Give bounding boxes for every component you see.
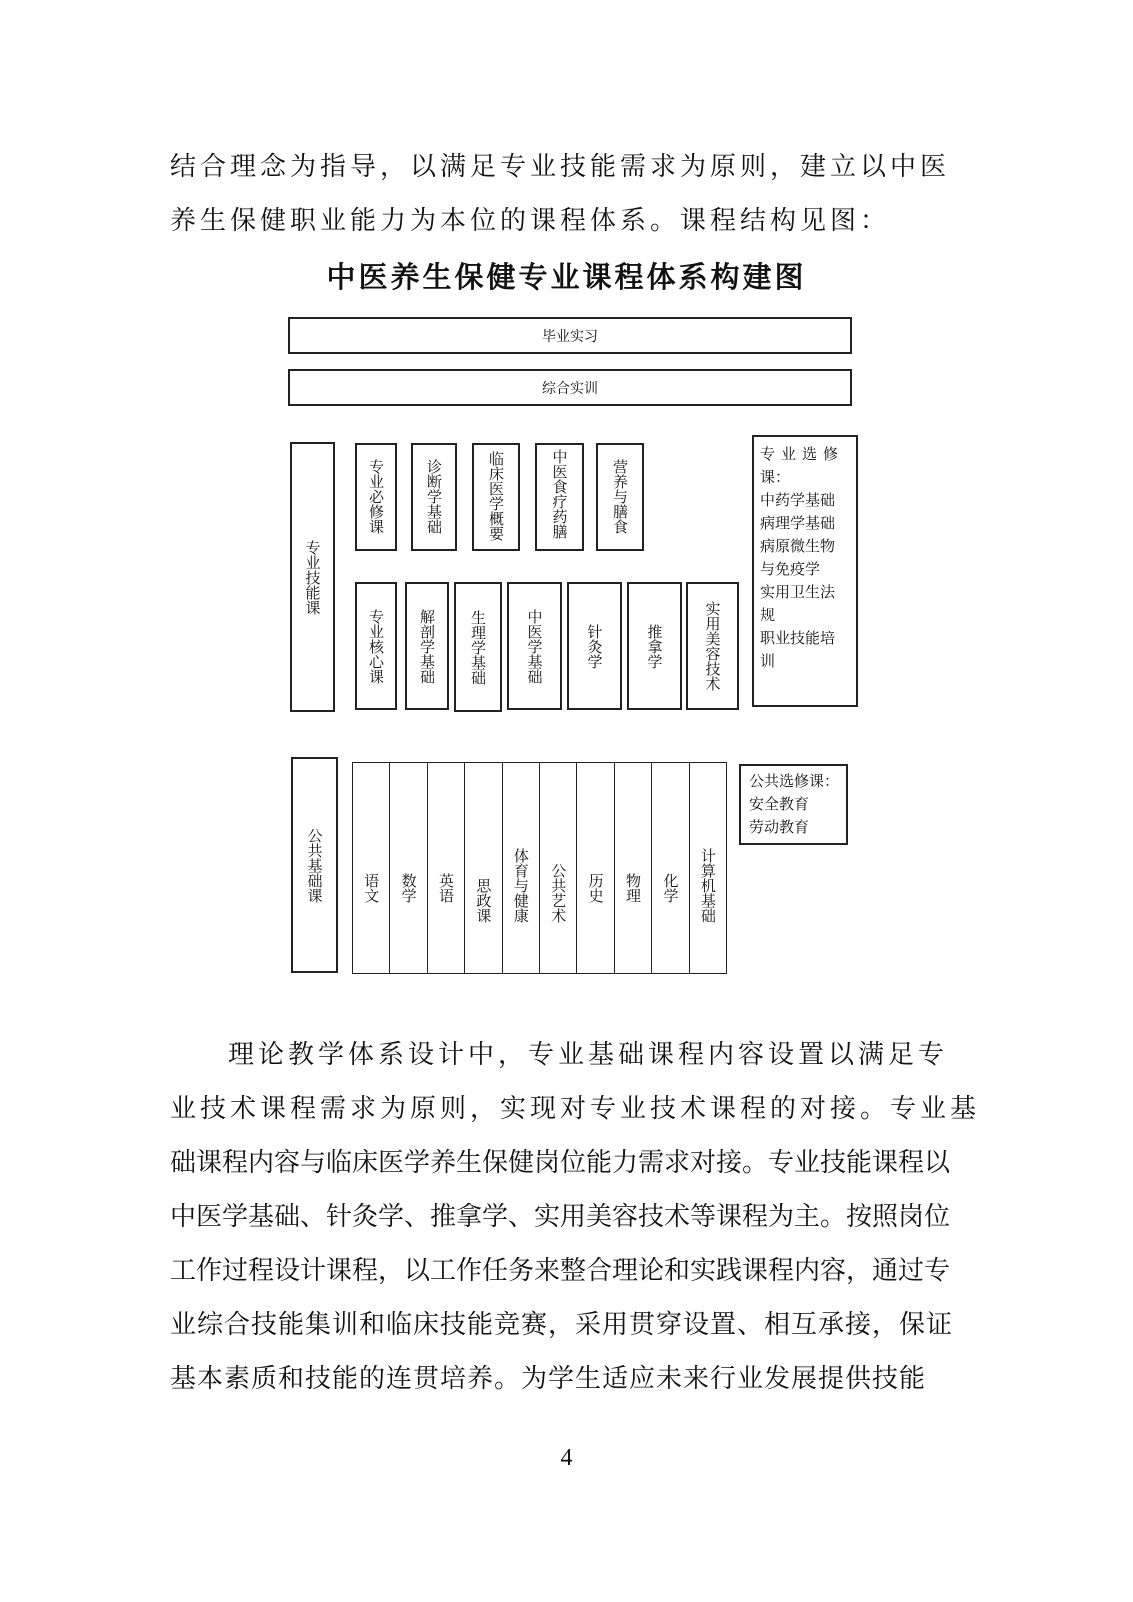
- required-course-box: [411, 443, 457, 551]
- body-paragraph: [170, 1028, 981, 1406]
- core-course-box: [454, 582, 502, 712]
- major-elective-line: 训: [760, 652, 776, 670]
- core-course-box: [627, 582, 682, 710]
- public-elective-line: 劳动教育: [749, 818, 810, 836]
- intro-line: 养生保健职业能力为本位的课程体系。课程结构见图：: [170, 206, 891, 236]
- major-elective-line: 规: [760, 606, 776, 624]
- core-course-label: 生理学基础: [469, 609, 487, 685]
- required-course-box: [596, 443, 644, 551]
- public-course-label: 化学: [661, 873, 680, 903]
- public-course-column: [577, 763, 614, 973]
- core-course-label: 中医学基础: [525, 608, 544, 684]
- public-course-label: 语文: [362, 873, 381, 903]
- public-course-column: [390, 763, 427, 973]
- public-course-column: [690, 763, 726, 973]
- public-course-label: 公共艺术: [549, 863, 568, 923]
- required-course-box: [355, 443, 397, 551]
- major-elective-box: [752, 435, 858, 707]
- core-course-label: 针灸学: [585, 623, 604, 669]
- major-elective-line: 专业选修: [760, 445, 845, 463]
- body-line: 工作过程设计课程，以工作任务来整合理论和实践课程内容，通过专: [170, 1256, 951, 1286]
- page-number: 4: [560, 1445, 573, 1471]
- core-course-label: 专业核心课: [367, 608, 385, 684]
- public-course-label: 计算机基础: [698, 848, 717, 923]
- body-line: 理论教学体系设计中，专业基础课程内容设置以满足专: [228, 1040, 949, 1070]
- body-line: 中医学基础、针灸学、推拿学、实用美容技术等课程为主。按照岗位: [170, 1202, 951, 1232]
- graduation-internship-label: 毕业实习: [542, 328, 598, 345]
- required-course-label: 诊断学基础: [425, 459, 443, 534]
- major-elective-line: 病理学基础: [760, 514, 836, 532]
- major-elective-line: 与免疫学: [760, 560, 821, 578]
- public-course-label: 公共基础课: [305, 827, 324, 903]
- diagram-title: 中医养生保健专业课程体系构建图: [326, 260, 807, 294]
- comprehensive-training-bar: [288, 369, 852, 406]
- public-courses-grid: [352, 762, 727, 974]
- public-course-label: 思政课: [474, 878, 493, 923]
- public-course-column: [615, 763, 652, 973]
- major-elective-line: 病原微生物: [760, 537, 836, 555]
- graduation-internship-bar: [288, 317, 852, 354]
- core-course-box: [405, 582, 449, 710]
- public-elective-line: 公共选修课：: [749, 772, 840, 790]
- public-course-label-box: [291, 757, 338, 973]
- required-course-label: 临床医学概要: [487, 451, 505, 541]
- core-course-box: [355, 582, 397, 710]
- public-course-label: 物理: [624, 873, 643, 903]
- public-course-column: [652, 763, 689, 973]
- public-course-column: [465, 763, 502, 973]
- public-course-column: [503, 763, 540, 973]
- core-course-box: [567, 582, 622, 710]
- required-course-box: [472, 443, 520, 551]
- required-course-box: [535, 443, 584, 551]
- intro-line: 结合理念为指导，以满足专业技能需求为原则，建立以中医: [170, 152, 951, 182]
- public-course-column: [428, 763, 465, 973]
- major-elective-line: 职业技能培: [760, 629, 836, 647]
- required-course-label: 营养与膳食: [611, 459, 629, 534]
- public-course-label: 历史: [586, 873, 605, 903]
- skill-course-label-box: [290, 442, 335, 712]
- public-course-label: 英语: [437, 873, 456, 903]
- body-line: 基本素质和技能的连贯培养。为学生适应未来行业发展提供技能: [170, 1364, 927, 1394]
- major-elective-line: 实用卫生法: [760, 583, 836, 601]
- core-course-label: 推拿学: [645, 623, 664, 669]
- public-course-column: [353, 763, 390, 973]
- core-course-box: [686, 582, 739, 710]
- public-elective-line: 安全教育: [749, 795, 810, 813]
- required-course-label: 专业必修课: [367, 459, 385, 534]
- body-line: 业技术课程需求为原则，实现对专业技术课程的对接。专业基: [170, 1094, 981, 1124]
- public-course-column: [540, 763, 577, 973]
- core-course-box: [507, 582, 562, 710]
- public-course-label: 数学: [399, 873, 418, 903]
- major-elective-line: 课：: [760, 468, 791, 486]
- body-line: 础课程内容与临床医学养生保健岗位能力需求对接。专业技能课程以: [170, 1148, 951, 1178]
- body-line: 业综合技能集训和临床技能竞赛，采用贯穿设置、相互承接，保证: [170, 1310, 954, 1340]
- intro-paragraph: [170, 140, 970, 248]
- core-course-label: 实用美容技术: [703, 601, 722, 691]
- public-course-label: 体育与健康: [511, 848, 530, 923]
- comprehensive-training-label: 综合实训: [542, 380, 598, 397]
- core-course-label: 解剖学基础: [418, 608, 436, 684]
- skill-course-label: 专业技能课: [303, 539, 322, 615]
- required-course-label: 中医食疗药膳: [550, 449, 569, 539]
- major-elective-line: 中药学基础: [760, 491, 836, 509]
- public-elective-box: [739, 764, 848, 845]
